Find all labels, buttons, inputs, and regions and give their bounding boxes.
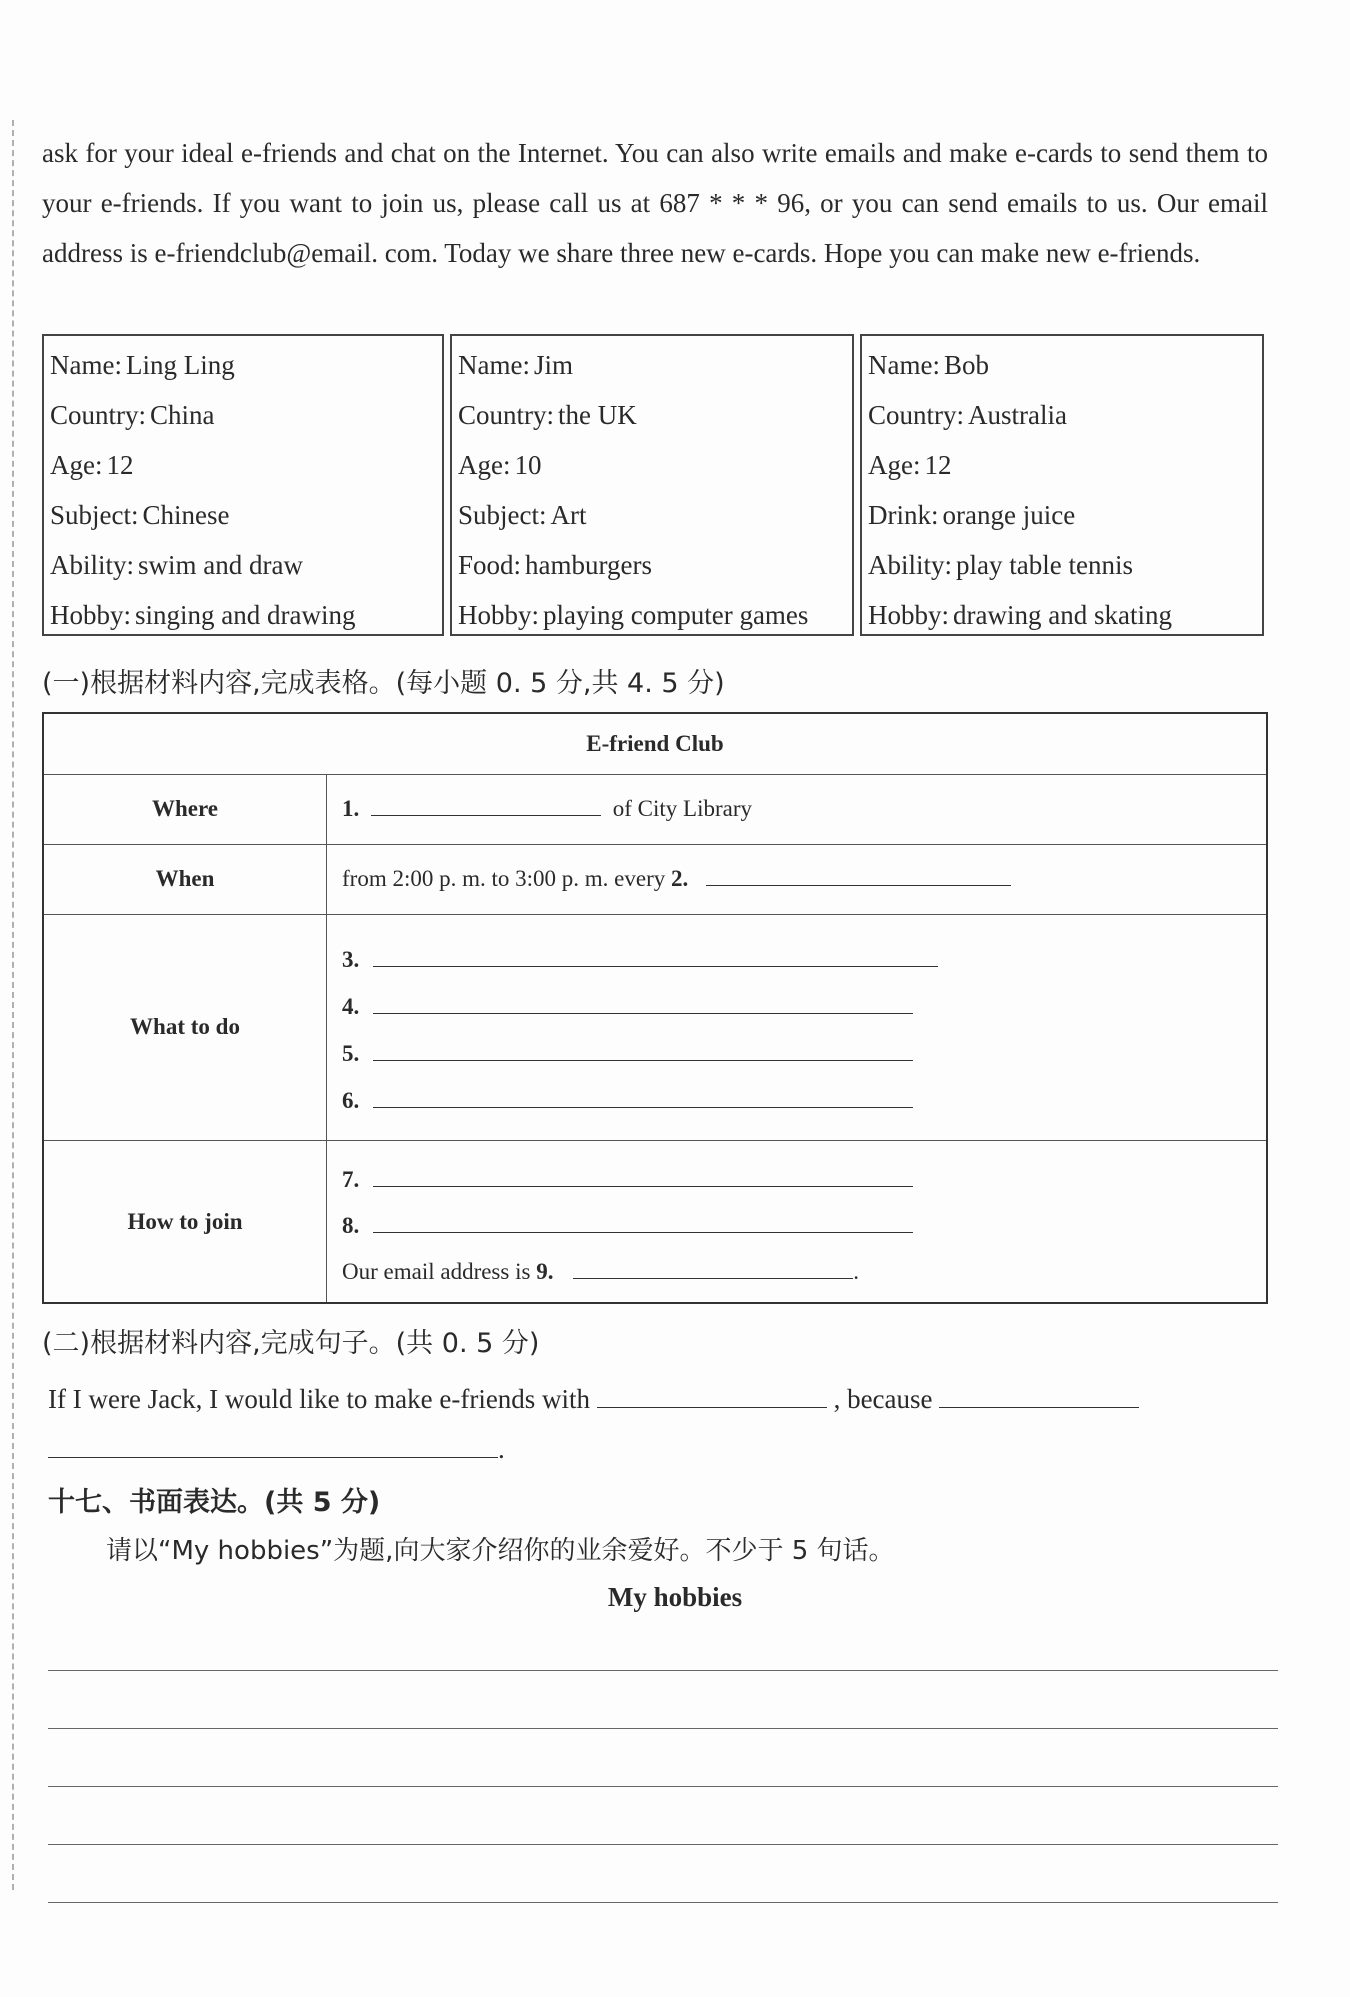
table-row-what (44, 914, 1266, 1141)
when-prefix: from 2:00 p. m. to 3:00 p. m. every (342, 866, 666, 891)
blank-number: 1. (342, 796, 360, 821)
blank-number: 2. (671, 866, 689, 891)
card-line: Subject: Chinese (50, 500, 230, 530)
card-line: Country: Australia (868, 400, 1067, 430)
reading-passage (42, 128, 1268, 278)
how-cell: 7. 8. Our email address is 9. . (342, 1140, 1256, 1304)
card-line: Age: 10 (458, 450, 542, 480)
writing-line[interactable] (48, 1728, 1278, 1729)
e-cards (42, 330, 1264, 644)
card-line: Hobby: singing and drawing (50, 600, 356, 630)
part-one-heading: (一)根据材料内容,完成表格。(每小题 0. 5 分,共 4. 5 分) (42, 668, 725, 699)
answer-blank-6[interactable] (373, 1085, 913, 1108)
answer-blank-5[interactable] (373, 1038, 913, 1061)
card-line: Name: Bob (868, 350, 989, 380)
card-line: Drink: orange juice (868, 500, 1076, 530)
card-line: Age: 12 (868, 450, 952, 480)
where-suffix: of City Library (612, 796, 752, 821)
answer-blank-1[interactable] (371, 793, 601, 816)
writing-line[interactable] (48, 1902, 1278, 1903)
sentence-blank-3[interactable] (48, 1435, 498, 1458)
when-label: When (155, 866, 215, 891)
what-cell: 3. 4. 5. 6. (342, 914, 1256, 1140)
writing-line[interactable] (48, 1844, 1278, 1845)
card-line: Country: the UK (458, 400, 637, 430)
table-row-how (44, 1140, 1266, 1304)
e-card-ling-ling (42, 334, 444, 636)
answer-blank-7[interactable] (373, 1164, 913, 1187)
e-friend-club-table (42, 712, 1268, 1304)
e-card-jim (450, 334, 854, 636)
writing-line[interactable] (48, 1670, 1278, 1671)
sentence-blank-1[interactable] (597, 1385, 827, 1408)
what-label: What to do (130, 1014, 240, 1039)
answer-blank-3[interactable] (373, 944, 938, 967)
table-title: E-friend Club (44, 714, 1266, 775)
card-line: Hobby: playing computer games (458, 600, 809, 630)
how-label: How to join (127, 1209, 243, 1234)
writing-heading: 十七、书面表达。(共 5 分) (48, 1487, 381, 1518)
answer-blank-4[interactable] (373, 991, 913, 1014)
essay-title: My hobbies (607, 1582, 743, 1612)
when-cell (342, 844, 1256, 914)
where-cell (342, 774, 1256, 844)
answer-blank-8[interactable] (373, 1210, 913, 1233)
where-label: Where (151, 796, 218, 821)
table-row-where (44, 774, 1266, 845)
binding-margin-line (12, 120, 14, 1890)
writing-line[interactable] (48, 1786, 1278, 1787)
card-line: Ability: play table tennis (868, 550, 1133, 580)
complete-sentence: If I were Jack, I would like to make e-friends with , because . (48, 1374, 1278, 1474)
answer-blank-9[interactable] (573, 1256, 853, 1279)
part-two-heading: (二)根据材料内容,完成句子。(共 0. 5 分) (42, 1328, 540, 1359)
card-line: Hobby: drawing and skating (868, 600, 1172, 630)
table-row-when (44, 844, 1266, 915)
card-line: Ability: swim and draw (50, 550, 303, 580)
writing-instruction: 请以“My hobbies”为题,向大家介绍你的业余爱好。不少于 5 句话。 (106, 1536, 895, 1566)
passage-text: ask for your ideal e-friends and chat on the Internet. You can also write emails and make e-cards to send them to your e-friends. If you want to join us, please call us at 687 * * * 96, or you can send emails to us. Our email address is e-friendclub@email. com. Today we share three new e-cards. Hope you can make new e-friends. (42, 138, 1268, 268)
sentence-blank-2[interactable] (939, 1385, 1139, 1408)
card-line: Age: 12 (50, 450, 134, 480)
card-line: Country: China (50, 400, 215, 430)
card-line: Food: hamburgers (458, 550, 653, 580)
card-line: Name: Jim (458, 350, 573, 380)
card-line: Name: Ling Ling (50, 350, 235, 380)
email-prefix: Our email address is (342, 1259, 531, 1284)
answer-blank-2[interactable] (706, 863, 1011, 886)
card-line: Subject: Art (458, 500, 587, 530)
e-card-bob (860, 334, 1264, 636)
